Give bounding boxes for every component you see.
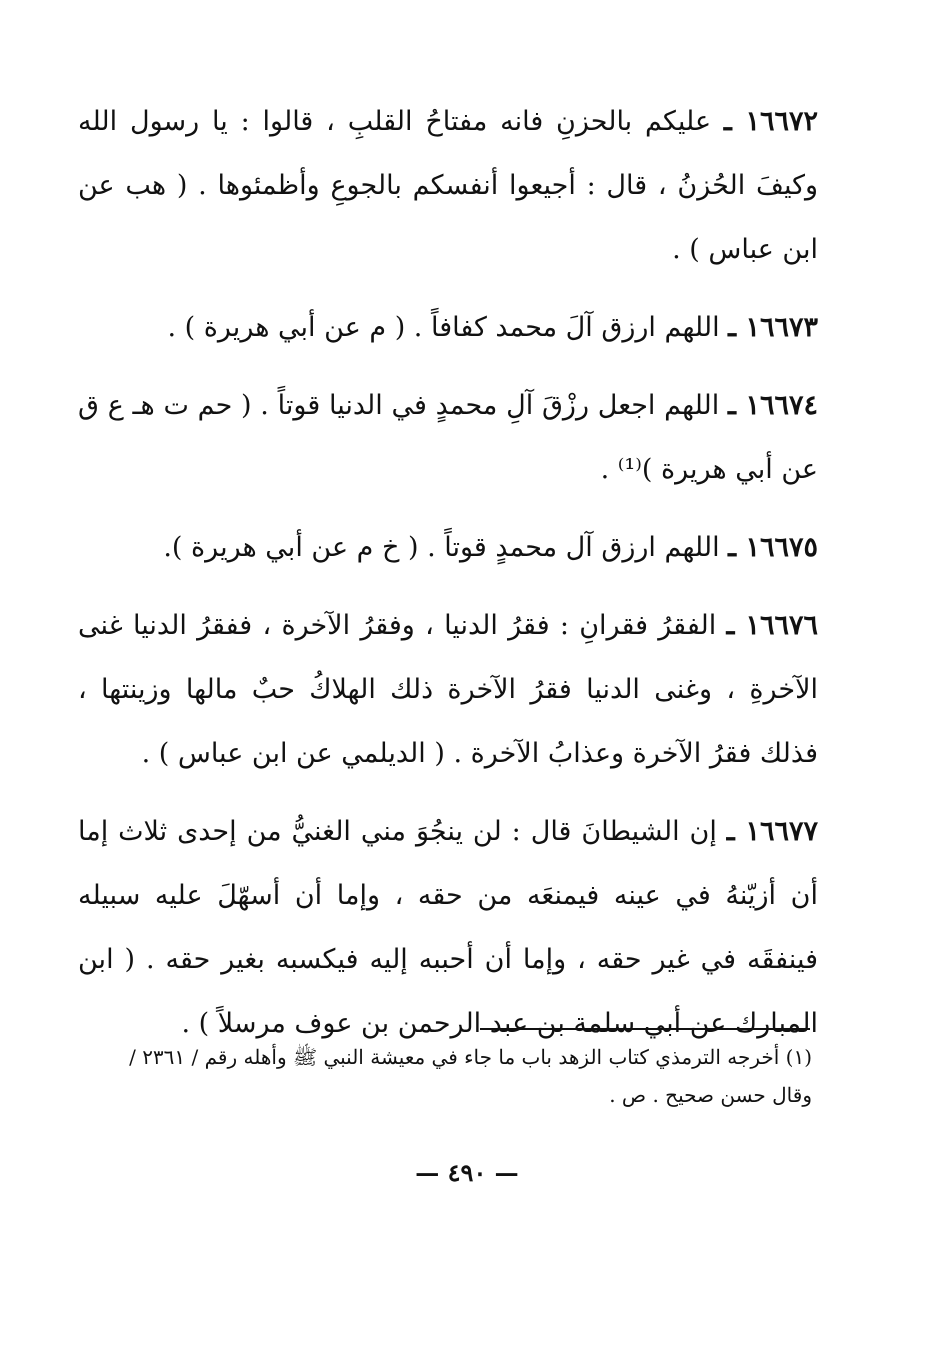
hadith-entry bbox=[78, 296, 818, 360]
main-text bbox=[78, 90, 818, 1070]
hadith-entry bbox=[78, 800, 818, 1056]
entry-number: ١٦٦٧٣ ـ bbox=[728, 312, 818, 343]
entry-text: إن الشيطانَ قال : لن ينجُوَ مني الغنيُّ من إحدى ثلاث إما أن أزيّنهُ في عينه فيمنعَه من حقه ، وإما أن أسهّلَ عليه سبيله فينفقَه في غير حقه ، وإما أن أحببه إليه فيكسبه بغير حقه . ( ابن المبارك عن أبي سلمة بن عبد الرحمن بن عوف مرسلاً ) . bbox=[78, 816, 818, 1039]
footnote-divider bbox=[480, 1028, 810, 1030]
hadith-entry bbox=[78, 594, 818, 786]
entry-number: ١٦٦٧٦ ـ bbox=[726, 610, 818, 641]
entry-number: ١٦٦٧٧ ـ bbox=[726, 816, 818, 847]
entry-number: ١٦٦٧٤ ـ bbox=[728, 390, 818, 421]
entry-number: ١٦٦٧٢ ـ bbox=[723, 106, 818, 137]
hadith-entry bbox=[78, 374, 818, 502]
hadith-entry bbox=[78, 90, 818, 282]
entry-number: ١٦٦٧٥ ـ bbox=[728, 532, 818, 563]
entry-text: عليكم بالحزنِ فانه مفتاحُ القلبِ ، قالوا : يا رسول الله وكيفَ الحُزنُ ، قال : أجيعوا أنفسكم بالجوعِ وأظمئوها . ( هب عن ابن عباس ) . bbox=[78, 106, 818, 265]
entry-text: الفقرُ فقرانِ : فقرُ الدنيا ، وفقرُ الآخرة ، ففقرُ الدنيا غنى الآخرةِ ، وغنى الدنيا فقرُ الآخرة ذلك الهلاكُ حبٌ مالها وزينتها ، فذلك فقرُ الآخرة وعذابُ الآخرة . ( الديلمي عن ابن عباس ) . bbox=[78, 610, 818, 769]
entry-text: اللهم اجعل رزْقَ آلِ محمدٍ في الدنيا قوتاً . ( حم ت هـ ع ق عن أبي هريرة )⁽¹⁾ . bbox=[78, 390, 818, 485]
entry-text: اللهم ارزق آل محمدٍ قوتاً . ( خ م عن أبي هريرة ). bbox=[163, 532, 720, 563]
footnote: (١) أخرجه الترمذي كتاب الزهد باب ما جاء في معيشة النبي ﷺ وأهله رقم / ٢٣٦١ / وقال حسن صحيح . ص . bbox=[129, 1045, 812, 1107]
entry-text: اللهم ارزق آلَ محمد كفافاً . ( م عن أبي هريرة ) . bbox=[167, 312, 720, 343]
page-number: — ٤٩٠ — bbox=[415, 1158, 519, 1187]
hadith-entry bbox=[78, 516, 818, 580]
